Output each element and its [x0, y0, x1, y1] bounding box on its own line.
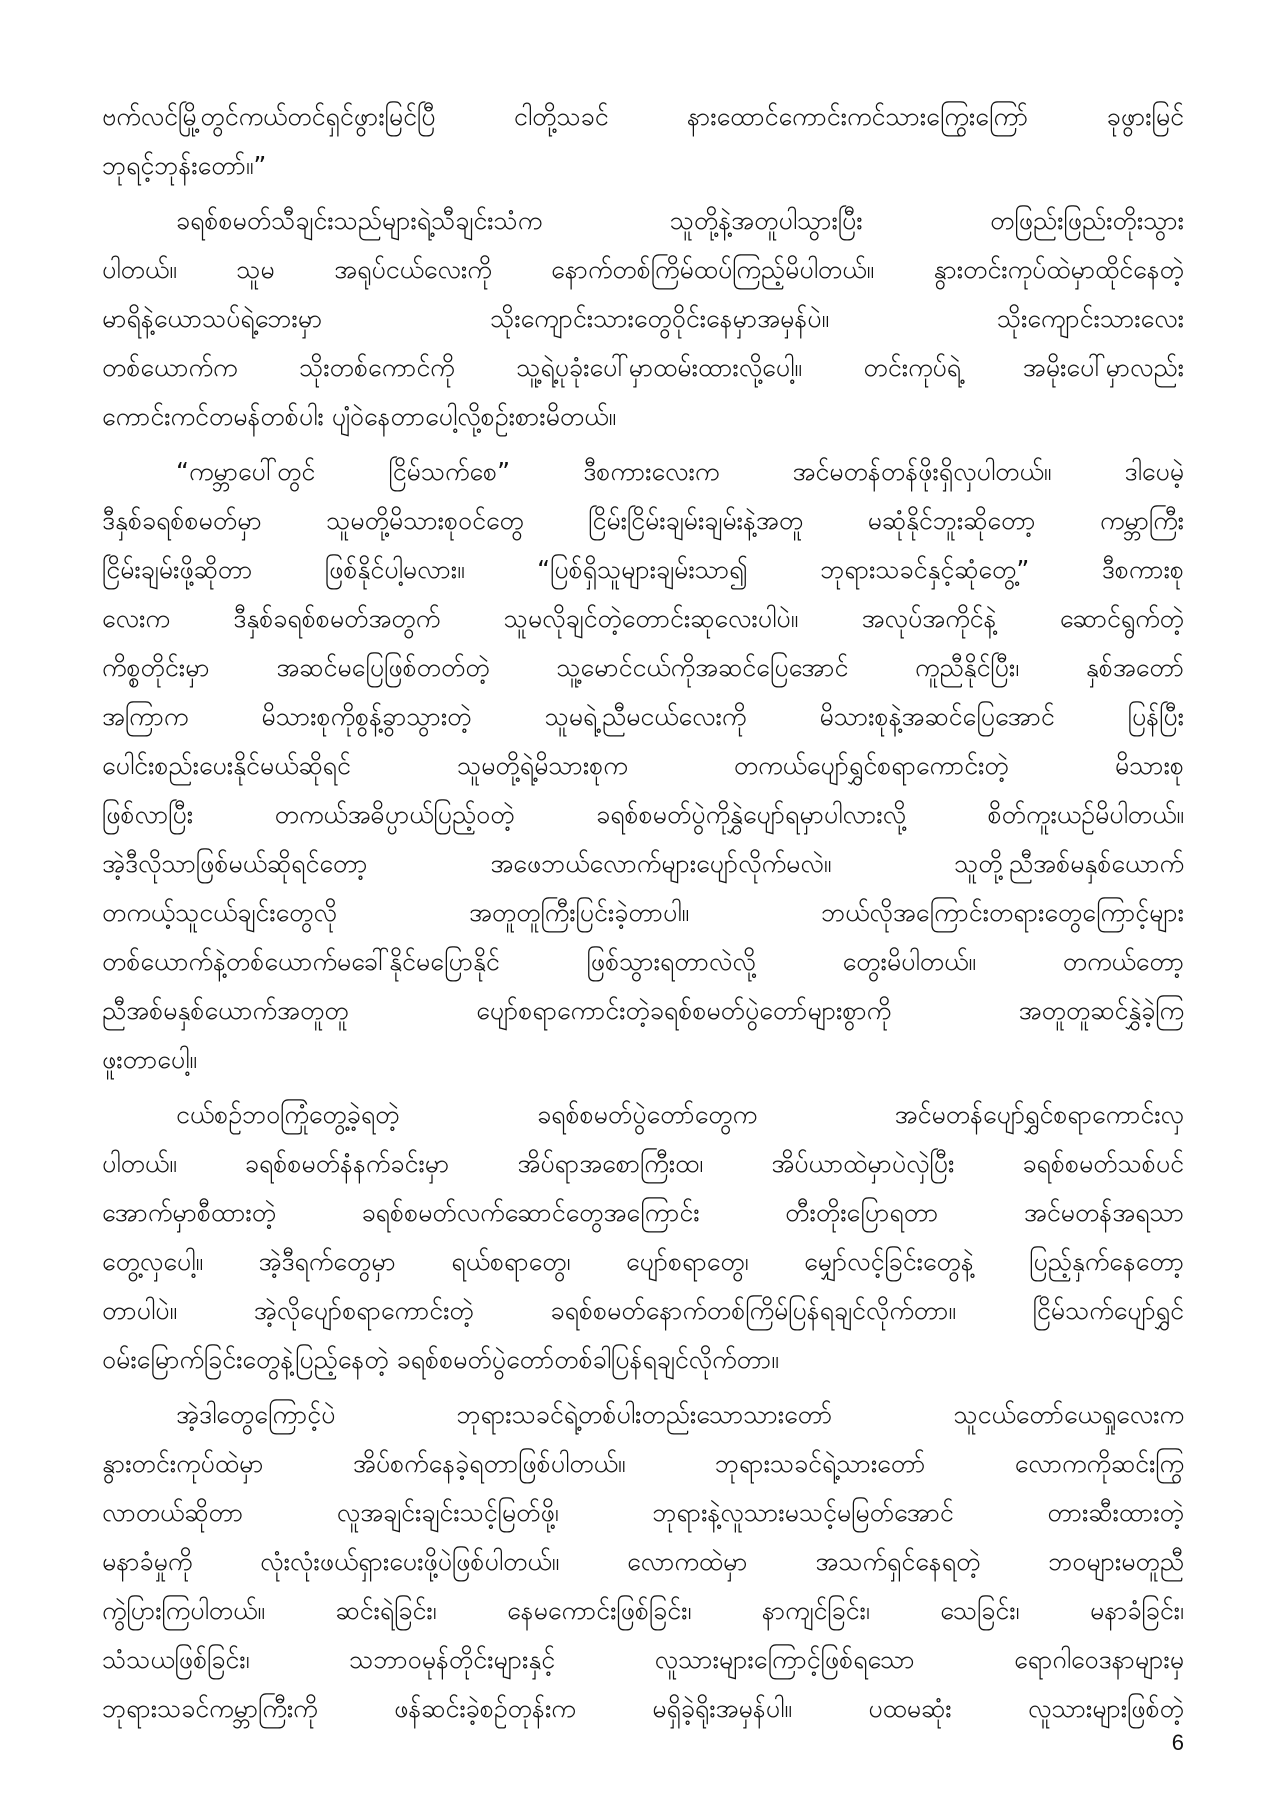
text-line: ပါတယ်။ သူမ အရုပ်ငယ်လေးကို နောက်တစ်ကြိမ်ထပ်ကြည့်မိပါတယ်။ နွားတင်းကုပ်ထဲမှာထိုင်နေတဲ့	[102, 255, 1184, 284]
text-line: အဲ့ဒီလိုသာဖြစ်မယ်ဆိုရင်တော့ အဖေဘယ်လောက်များပျော်လိုက်မလဲ။ သူတို့ညီအစ်မနှစ်ယောက်	[102, 849, 1184, 878]
text-line: ကိစ္စတိုင်းမှာ အဆင်မပြေဖြစ်တတ်တဲ့ သူ့မောင်ငယ်ကိုအဆင်ပြေအောင် ကူညီနိုင်ပြီး၊ နှစ်အတော်	[102, 653, 1184, 682]
text-line: မာရိနဲ့ယောသပ်ရဲ့ဘေးမှာ သိုးကျောင်းသားတွေဝိုင်းနေမှာအမှန်ပဲ။ သိုးကျောင်းသားလေး	[102, 304, 1184, 333]
paragraph-5	[102, 1390, 1184, 1733]
text-line: ငယ်စဉ်ဘဝကြုံတွေ့ခဲ့ရတဲ့ ခရစ်စမတ်ပွဲတော်တွေက အင်မတန်ပျော်ရွှင်စရာကောင်းလှ	[176, 1100, 1184, 1129]
text-line: ဒီနှစ်ခရစ်စမတ်မှာ သူမတို့မိသားစုဝင်တွေ ငြိမ်းငြိမ်းချမ်းချမ်းနဲ့အတူ မဆုံနိုင်ဘူးဆိုတော့ ကမ္ဘာကြီး	[102, 506, 1184, 535]
text-line: တစ်ယောက်နဲ့တစ်ယောက်မခေါ်နိုင်မပြောနိုင် ဖြစ်သွားရတာလဲလို့ တွေးမိပါတယ်။ တကယ်တော့	[102, 947, 1184, 976]
text-line: ဝမ်းမြောက်ခြင်းတွေနဲ့ပြည့်နေတဲ့ ခရစ်စမတ်ပွဲတော်တစ်ခါပြန်ရချင်လိုက်တာ။	[102, 1345, 779, 1374]
text-line: ဘုရင့်ဘုန်းတော်။”	[102, 151, 267, 180]
text-line: ပါတယ်။ ခရစ်စမတ်နံနက်ခင်းမှာ အိပ်ရာအစောကြီးထ၊ အိပ်ယာထဲမှာပဲလှဲပြီး ခရစ်စမတ်သစ်ပင်	[102, 1149, 1184, 1178]
text-line: ကောင်းကင်တမန်တစ်ပါး ပျံဝဲနေတာပေါ့လို့စဉ်းစားမိတယ်။	[102, 402, 617, 431]
text-line: ပေါင်းစည်းပေးနိုင်မယ်ဆိုရင် သူမတို့ရဲ့မိသားစုက တကယ်ပျော်ရွှင်စရာကောင်းတဲ့ မိသားစု	[102, 751, 1184, 780]
text-line: နွားတင်းကုပ်ထဲမှာ အိပ်စက်နေခဲ့ရတာဖြစ်ပါတယ်။ ဘုရားသခင်ရဲ့သားတော် လောကကိုဆင်းကြွ	[102, 1449, 1184, 1478]
text-line: မနာခံမှုကို လုံးလုံးဖယ်ရှားပေးဖို့ပဲဖြစ်ပါတယ်။ လောကထဲမှာ အသက်ရှင်နေရတဲ့ ဘဝများမတူညီ	[102, 1547, 1184, 1576]
text-line: ဖူးတာပေါ့။	[102, 1045, 197, 1074]
paragraph-3	[102, 447, 1184, 1084]
text-line: ကွဲပြားကြပါတယ်။ ဆင်းရဲခြင်း၊ နေမကောင်းဖြစ်ခြင်း၊ နာကျင်ခြင်း၊ သေခြင်း၊ မနာခံခြင်း၊	[102, 1596, 1184, 1625]
page-number: 6	[1171, 1730, 1184, 1755]
text-line: တွေ့လှပေါ့။ အဲ့ဒီရက်တွေမှာ ရယ်စရာတွေ၊ ပျော်စရာတွေ၊ မျှော်လင့်ခြင်းတွေနဲ့ ပြည့်နှက်နေတော့	[102, 1247, 1184, 1276]
body-text	[102, 92, 1184, 1733]
text-line: ညီအစ်မနှစ်ယောက်အတူတူ ပျော်စရာကောင်းတဲ့ခရစ်စမတ်ပွဲတော်များစွာကို အတူတူဆင်နွှဲခဲ့ကြ	[102, 996, 1184, 1025]
text-line: လာတယ်ဆိုတာ လူအချင်းချင်းသင့်မြတ်ဖို့၊ ဘုရားနဲ့လူသားမသင့်မမြတ်အောင် တားဆီးထားတဲ့	[102, 1498, 1184, 1527]
text-line: “ကမ္ဘာပေါ်တွင် ငြိမ်သက်စေ” ဒီစကားလေးက အင်မတန်တန်ဖိုးရှိလှပါတယ်။ ဒါပေမဲ့	[176, 457, 1184, 486]
text-line: သံသယဖြစ်ခြင်း၊ သဘာဝမုန်တိုင်းများနှင့် လူသားများကြောင့်ဖြစ်ရသော ရောဂါဝေဒနာများမှ	[102, 1645, 1184, 1674]
text-line: အောက်မှာစီထားတဲ့ ခရစ်စမတ်လက်ဆောင်တွေအကြောင်း တီးတိုးပြောရတာ အင်မတန်အရသာ	[102, 1198, 1184, 1227]
text-line: ခရစ်စမတ်သီချင်းသည်များရဲ့သီချင်းသံက သူတို့နဲ့အတူပါသွားပြီး တဖြည်းဖြည်းတိုးသွား	[176, 206, 1184, 235]
text-line: တကယ့်သူငယ်ချင်းတွေလို အတူတူကြီးပြင်းခဲ့တာပါ။ ဘယ်လိုအကြောင်းတရားတွေကြောင့်များ	[102, 898, 1184, 927]
paragraph-2	[102, 196, 1184, 441]
text-line: တစ်ယောက်က သိုးတစ်ကောင်ကို သူ့ရဲ့ပုခုံးပေါ်မှာထမ်းထားလို့ပေါ့။ တင်းကုပ်ရဲ့ အမိုးပေါ်မှာလည်း	[102, 353, 1184, 382]
text-line: ငြိမ်းချမ်းဖို့ဆိုတာ ဖြစ်နိုင်ပါ့မလား။ “ပြစ်ရှိသူများချမ်းသာ၍ ဘုရားသခင်နှင့်ဆုံတွေ့” ဒီစကားစု	[102, 555, 1184, 584]
text-line: အကြာက မိသားစုကိုစွန့်ခွာသွားတဲ့ သူမရဲ့ညီမငယ်လေးကို မိသားစုနဲ့အဆင်ပြေအောင် ပြန်ပြီး	[102, 702, 1184, 731]
text-line: ဘုရားသခင်ကမ္ဘာကြီးကို ဖန်ဆင်းခဲ့စဉ်တုန်းက မရှိခဲ့ရိုးအမှန်ပါ။ ပထမဆုံး လူသားများဖြစ်တဲ့	[102, 1694, 1184, 1723]
text-line: ဖြစ်လာပြီး တကယ်အဓိပ္ပာယ်ပြည့်ဝတဲ့ ခရစ်စမတ်ပွဲကိုနွှဲပျော်ရမှာပါလားလို့ စိတ်ကူးယဉ်မိပါတယ်။	[102, 800, 1184, 829]
text-line: တာပါပဲ။ အဲ့လိုပျော်စရာကောင်းတဲ့ ခရစ်စမတ်နောက်တစ်ကြိမ်ပြန်ရချင်လိုက်တာ။ ငြိမ်သက်ပျော်ရွှင်	[102, 1296, 1184, 1325]
paragraph-1	[102, 92, 1184, 190]
text-line: အဲ့ဒါတွေကြောင့်ပဲ ဘုရားသခင်ရဲ့တစ်ပါးတည်းသောသားတော် သူငယ်တော်ယေရှုလေးက	[176, 1400, 1184, 1429]
text-line: ဗက်လင်မြို့တွင်ကယ်တင်ရှင်ဖွားမြင်ပြီ ငါတို့သခင် နားထောင်ကောင်းကင်သားကြွေးကြော် ခုဖွားမြင်	[102, 102, 1184, 131]
text-line: လေးက ဒီနှစ်ခရစ်စမတ်အတွက် သူမလိုချင်တဲ့တောင်းဆုလေးပါပဲ။ အလုပ်အကိုင်နဲ့ ဆောင်ရွက်တဲ့	[102, 604, 1184, 633]
paragraph-4	[102, 1090, 1184, 1384]
